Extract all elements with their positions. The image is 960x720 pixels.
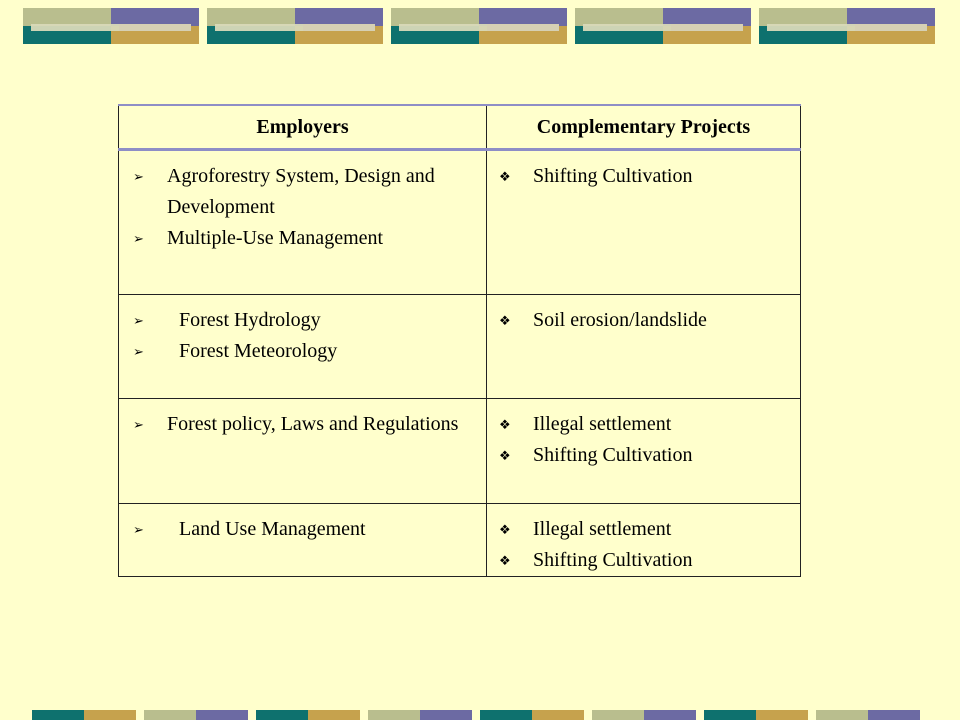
table-header-row bbox=[119, 105, 801, 150]
diamond-bullet-icon: ❖ bbox=[499, 522, 511, 537]
decorative-segment bbox=[704, 710, 756, 720]
project-text: Shifting Cultivation bbox=[533, 549, 693, 571]
diamond-bullet-icon: ❖ bbox=[499, 417, 511, 432]
list-item bbox=[133, 514, 478, 545]
arrowhead-bullet-icon: ➢ bbox=[133, 522, 144, 537]
arrowhead-bullet-icon: ➢ bbox=[133, 169, 144, 184]
decorative-segment bbox=[256, 710, 308, 720]
decorative-tile bbox=[391, 8, 567, 44]
employers-cell bbox=[119, 295, 487, 399]
decorative-tile bbox=[575, 8, 751, 44]
employers-cell bbox=[119, 150, 487, 295]
list-item bbox=[133, 305, 478, 336]
table-row bbox=[119, 399, 801, 504]
list-item bbox=[499, 409, 792, 440]
decorative-segment bbox=[368, 710, 420, 720]
projects-cell bbox=[487, 504, 801, 577]
projects-cell bbox=[487, 399, 801, 504]
decorative-segment bbox=[84, 710, 136, 720]
diamond-bullet-icon: ❖ bbox=[499, 553, 511, 568]
employer-text: Forest Hydrology bbox=[179, 309, 321, 331]
projects-cell bbox=[487, 295, 801, 399]
employers-cell bbox=[119, 399, 487, 504]
decorative-segment bbox=[868, 710, 920, 720]
employers-projects-table bbox=[118, 104, 801, 577]
employer-text: Forest Meteorology bbox=[179, 340, 338, 362]
employers-cell bbox=[119, 504, 487, 577]
table-row bbox=[119, 504, 801, 577]
employers-projects-table-wrap bbox=[118, 104, 800, 577]
bottom-decorative-band bbox=[0, 710, 960, 720]
employer-text: Land Use Management bbox=[179, 518, 366, 540]
decorative-segment bbox=[308, 710, 360, 720]
table-row bbox=[119, 295, 801, 399]
list-item bbox=[499, 440, 792, 471]
arrowhead-bullet-icon: ➢ bbox=[133, 344, 144, 359]
project-text: Shifting Cultivation bbox=[533, 165, 693, 187]
decorative-segment bbox=[532, 710, 584, 720]
list-item bbox=[133, 161, 478, 223]
top-decorative-band bbox=[0, 0, 960, 50]
diamond-bullet-icon: ❖ bbox=[499, 169, 511, 184]
list-item bbox=[499, 545, 792, 576]
projects-cell bbox=[487, 150, 801, 295]
header-complementary-projects: Complementary Projects bbox=[487, 105, 801, 150]
decorative-segment bbox=[480, 710, 532, 720]
arrowhead-bullet-icon: ➢ bbox=[133, 417, 144, 432]
list-item bbox=[499, 305, 792, 336]
list-item bbox=[499, 161, 792, 192]
project-text: Shifting Cultivation bbox=[533, 444, 693, 466]
decorative-segment bbox=[816, 710, 868, 720]
diamond-bullet-icon: ❖ bbox=[499, 313, 511, 328]
project-text: Soil erosion/landslide bbox=[533, 309, 707, 331]
arrowhead-bullet-icon: ➢ bbox=[133, 231, 144, 246]
decorative-segment bbox=[420, 710, 472, 720]
decorative-segment bbox=[196, 710, 248, 720]
decorative-tile bbox=[759, 8, 935, 44]
list-item bbox=[133, 223, 478, 254]
employer-text: Agroforestry System, Design and Development bbox=[167, 165, 435, 218]
decorative-segment bbox=[592, 710, 644, 720]
header-employers: Employers bbox=[119, 105, 487, 150]
project-text: Illegal settlement bbox=[533, 413, 672, 435]
table-row bbox=[119, 150, 801, 295]
decorative-tile bbox=[23, 8, 199, 44]
decorative-segment bbox=[644, 710, 696, 720]
employer-text: Multiple-Use Management bbox=[167, 227, 384, 249]
decorative-segment bbox=[32, 710, 84, 720]
decorative-segment bbox=[144, 710, 196, 720]
employer-text: Forest policy, Laws and Regulations bbox=[167, 413, 459, 435]
list-item bbox=[133, 336, 478, 367]
decorative-tile bbox=[207, 8, 383, 44]
list-item bbox=[133, 409, 478, 440]
project-text: Illegal settlement bbox=[533, 518, 672, 540]
diamond-bullet-icon: ❖ bbox=[499, 448, 511, 463]
decorative-segment bbox=[756, 710, 808, 720]
list-item bbox=[499, 514, 792, 545]
arrowhead-bullet-icon: ➢ bbox=[133, 313, 144, 328]
